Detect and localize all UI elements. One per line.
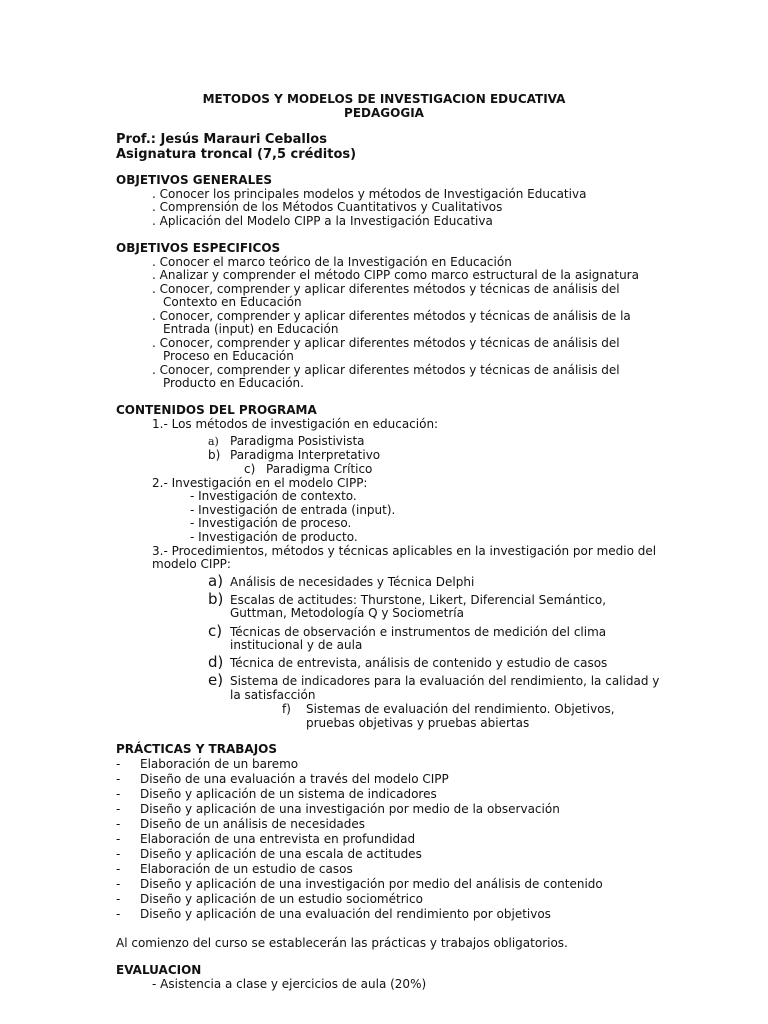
program-section-3: 3.- Procedimientos, métodos y técnicas aplicables en la investigación por medio del <box>152 544 657 558</box>
list-item <box>116 802 560 817</box>
list-item <box>116 907 551 922</box>
list-item <box>116 757 299 772</box>
section-heading-especificos: OBJETIVOS ESPECIFICOS <box>116 241 281 255</box>
list-letter: c) <box>244 462 256 476</box>
list-bullet: - <box>116 772 121 786</box>
list-item <box>116 817 366 832</box>
list-bullet: - <box>116 892 121 906</box>
list-item: - Investigación de entrada (input). <box>190 503 396 517</box>
list-item <box>244 463 372 477</box>
list-item: - Investigación de producto. <box>190 530 358 544</box>
list-text: Diseño y aplicación de un sistema de indicadores <box>140 787 437 801</box>
list-text: Paradigma Interpretativo <box>230 448 381 462</box>
list-item: . Comprensión de los Métodos Cuantitativos y Cualitativos <box>152 200 503 214</box>
section-heading-generales: OBJETIVOS GENERALES <box>116 173 273 187</box>
list-item-continuation: Producto en Educación. <box>163 376 304 390</box>
list-text: Diseño y aplicación de una investigación por medio del análisis de contenido <box>140 877 603 891</box>
program-section-3-cont: modelo CIPP: <box>152 557 231 571</box>
list-item <box>116 892 423 907</box>
list-item <box>208 435 365 449</box>
list-text: Elaboración de un estudio de casos <box>140 862 353 876</box>
list-text: Sistemas de evaluación del rendimiento. Objetivos, <box>306 702 615 716</box>
list-bullet: - <box>116 757 121 771</box>
program-section-1: 1.- Los métodos de investigación en educación: <box>152 417 439 431</box>
list-letter: c) <box>208 622 223 640</box>
list-text: Sistema de indicadores para la evaluación del rendimiento, la calidad y <box>230 674 660 688</box>
list-letter: e) <box>208 671 224 689</box>
list-bullet: - <box>116 877 121 891</box>
list-item: . Conocer el marco teórico de la Investigación en Educación <box>152 255 512 269</box>
list-item: . Conocer, comprender y aplicar diferentes métodos y técnicas de análisis de la <box>152 309 631 323</box>
list-item: - Investigación de contexto. <box>190 489 357 503</box>
list-text: Diseño y aplicación de una investigación por medio de la observación <box>140 802 560 816</box>
list-item: . Aplicación del Modelo CIPP a la Investigación Educativa <box>152 214 493 228</box>
list-item <box>208 653 608 671</box>
list-text: Técnicas de observación e instrumentos de medición del clima <box>230 625 607 639</box>
list-item: . Conocer los principales modelos y métodos de Investigación Educativa <box>152 187 587 201</box>
list-letter: d) <box>208 653 224 671</box>
list-item <box>282 703 615 717</box>
list-letter: f) <box>282 702 291 716</box>
section-heading-evaluacion: EVALUACION <box>116 963 202 977</box>
list-bullet: - <box>116 907 121 921</box>
list-text: Diseño y aplicación de una evaluación del rendimiento por objetivos <box>140 907 551 921</box>
list-item: . Conocer, comprender y aplicar diferentes métodos y técnicas de análisis del <box>152 363 620 377</box>
list-item <box>116 832 416 847</box>
list-text: Análisis de necesidades y Técnica Delphi <box>230 575 475 589</box>
practicas-note: Al comienzo del curso se establecerán las prácticas y trabajos obligatorios. <box>116 936 568 950</box>
list-item: . Analizar y comprender el método CIPP como marco estructural de la asignatura <box>152 268 639 282</box>
list-item-continuation: institucional y de aula <box>230 638 363 652</box>
list-text: Paradigma Crítico <box>266 462 373 476</box>
list-item-continuation: pruebas objetivas y pruebas abiertas <box>306 716 530 730</box>
list-item <box>208 572 475 590</box>
section-heading-practicas: PRÁCTICAS Y TRABAJOS <box>116 742 278 756</box>
list-item-continuation: Entrada (input) en Educación <box>163 322 339 336</box>
list-letter: a) <box>208 572 224 590</box>
list-item: - Investigación de proceso. <box>190 516 352 530</box>
list-item <box>116 862 353 877</box>
list-item-continuation: la satisfacción <box>230 688 316 702</box>
list-bullet: - <box>116 787 121 801</box>
program-section-2: 2.- Investigación en el modelo CIPP: <box>152 476 368 490</box>
list-text: Diseño y aplicación de una escala de actitudes <box>140 847 422 861</box>
list-item: - Asistencia a clase y ejercicios de aula (20%) <box>152 977 427 991</box>
list-letter: a) <box>208 435 219 448</box>
document-title: METODOS Y MODELOS DE INVESTIGACION EDUCATIVA <box>202 92 566 106</box>
list-letter: b) <box>208 448 221 462</box>
list-text: Técnica de entrevista, análisis de contenido y estudio de casos <box>230 656 608 670</box>
document-subtitle: PEDAGOGIA <box>344 106 424 120</box>
list-text: Diseño de un análisis de necesidades <box>140 817 366 831</box>
list-item <box>116 772 449 787</box>
list-text: Paradigma Posistivista <box>230 434 365 448</box>
list-text: Elaboración de un baremo <box>140 757 299 771</box>
list-item <box>116 847 422 862</box>
list-text: Diseño y aplicación de un estudio sociométrico <box>140 892 423 906</box>
list-item <box>208 671 660 689</box>
list-item-continuation: Proceso en Educación <box>163 349 294 363</box>
list-bullet: - <box>116 832 121 846</box>
list-item <box>116 787 437 802</box>
list-item-continuation: Guttman, Metodología Q y Sociometría <box>230 606 464 620</box>
list-bullet: - <box>116 862 121 876</box>
list-item: . Conocer, comprender y aplicar diferentes métodos y técnicas de análisis del <box>152 282 620 296</box>
list-text: Diseño de una evaluación a través del modelo CIPP <box>140 772 449 786</box>
list-item <box>208 449 380 463</box>
course-type: Asignatura troncal (7,5 créditos) <box>116 147 357 162</box>
list-item <box>116 877 603 892</box>
section-heading-contenidos: CONTENIDOS DEL PROGRAMA <box>116 403 317 417</box>
list-bullet: - <box>116 847 121 861</box>
list-text: Elaboración de una entrevista en profundidad <box>140 832 416 846</box>
list-item-continuation: Contexto en Educación <box>163 295 302 309</box>
list-item: . Conocer, comprender y aplicar diferentes métodos y técnicas de análisis del <box>152 336 620 350</box>
list-text: Escalas de actitudes: Thurstone, Likert, Diferencial Semántico, <box>230 593 607 607</box>
list-letter: b) <box>208 590 224 608</box>
professor-name: Prof.: Jesús Marauri Ceballos <box>116 132 327 147</box>
list-bullet: - <box>116 802 121 816</box>
list-bullet: - <box>116 817 121 831</box>
